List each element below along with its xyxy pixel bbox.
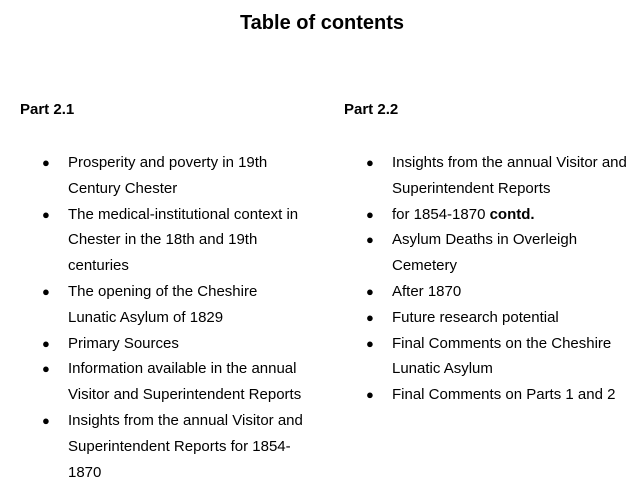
bullet-icon: ● bbox=[366, 155, 374, 170]
part-2-1-heading: Part 2.1 bbox=[20, 101, 75, 118]
list-item bbox=[344, 331, 632, 383]
bullet-icon: ● bbox=[366, 387, 374, 403]
list-item bbox=[20, 356, 308, 408]
bullet-icon: ● bbox=[42, 283, 50, 299]
list-item-text: After 1870 bbox=[392, 282, 462, 300]
list-item bbox=[344, 150, 632, 202]
part-2-2-heading: Part 2.2 bbox=[344, 101, 399, 118]
list-item bbox=[344, 202, 632, 228]
part-2-2-list bbox=[344, 150, 632, 408]
list-item-text: Prosperity and poverty in 19th Century Chester bbox=[68, 154, 268, 197]
bullet-icon: ● bbox=[42, 412, 50, 428]
list-item-text: Information available in the annual Visitor and Superintendent Reports bbox=[68, 360, 302, 404]
list-item-text: Primary Sources bbox=[68, 334, 179, 352]
bullet-icon: ● bbox=[366, 283, 374, 299]
part-2-1-column bbox=[20, 100, 320, 481]
list-item-text: Future research potential bbox=[392, 308, 559, 326]
list-item bbox=[344, 305, 632, 331]
list-item-text: Final Comments on the Cheshire Lunatic Asylum bbox=[392, 334, 612, 378]
bullet-icon: ● bbox=[366, 206, 374, 222]
bullet-icon: ● bbox=[42, 155, 50, 170]
part-2-1-list bbox=[20, 150, 308, 485]
list-item-text: for 1854-1870 bbox=[392, 205, 486, 223]
part-2-2-column bbox=[344, 100, 634, 404]
list-item bbox=[344, 279, 632, 305]
list-item bbox=[20, 202, 308, 279]
list-item bbox=[20, 331, 308, 357]
bullet-icon: ● bbox=[42, 335, 50, 351]
bullet-icon: ● bbox=[42, 361, 50, 377]
list-item bbox=[20, 150, 308, 202]
list-item-text: Insights from the annual Visitor and Superintendent Reports bbox=[392, 154, 627, 197]
list-item bbox=[344, 382, 632, 408]
list-item-text: The opening of the Cheshire Lunatic Asylum of 1829 bbox=[68, 282, 258, 326]
bullet-icon: ● bbox=[366, 232, 374, 248]
bullet-icon: ● bbox=[366, 309, 374, 325]
list-item bbox=[20, 279, 308, 331]
bullet-icon: ● bbox=[366, 335, 374, 351]
bullet-icon: ● bbox=[42, 206, 50, 222]
list-item-text: Insights from the annual Visitor and Superintendent Reports for 1854-1870 bbox=[68, 411, 303, 481]
list-item bbox=[344, 227, 632, 279]
contd-label: contd. bbox=[489, 205, 535, 223]
page-title: Table of contents bbox=[239, 12, 405, 34]
list-item-text: The medical-institutional context in Chester in the 18th and 19th centuries bbox=[68, 205, 299, 275]
list-item-text: Final Comments on Parts 1 and 2 bbox=[392, 386, 616, 404]
list-item bbox=[20, 408, 308, 485]
list-item-text: Asylum Deaths in Overleigh Cemetery bbox=[392, 231, 578, 275]
